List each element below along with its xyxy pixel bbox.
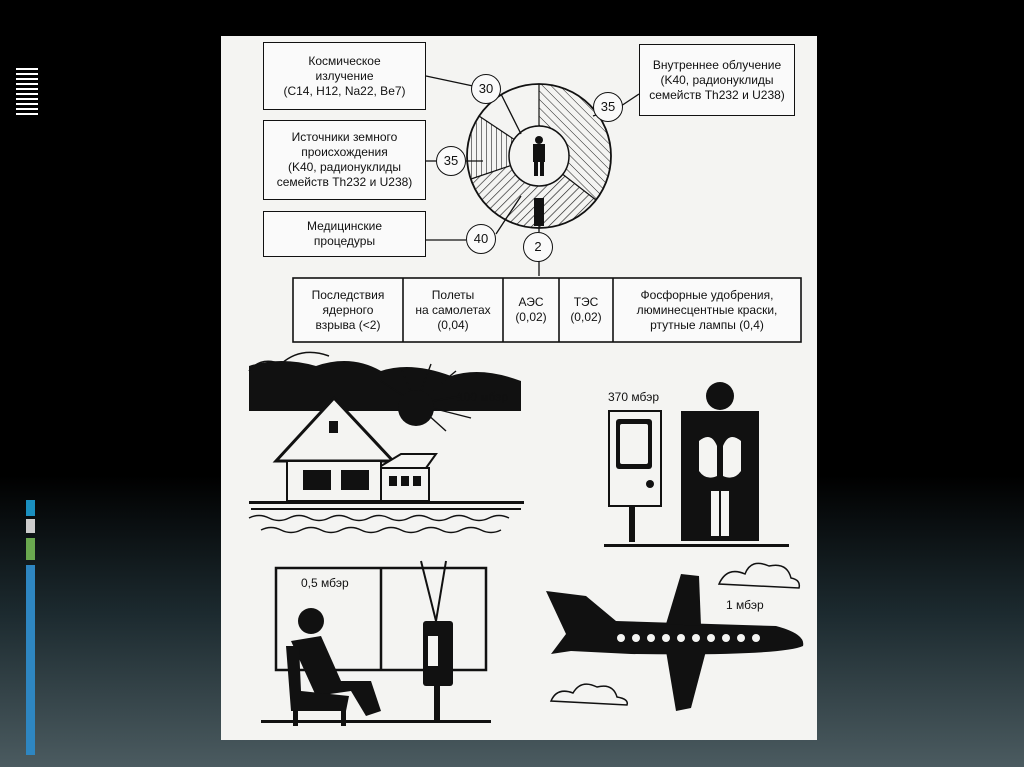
dose-ring-chart — [467, 84, 611, 228]
box-internal-line3: семейств Th232 и U238) — [649, 87, 785, 102]
box-medical-line1: Медицинские — [306, 219, 383, 233]
stripe-decoration — [16, 68, 38, 116]
cell-text: ТЭС — [573, 295, 599, 309]
box-medical-line2: процедуры — [313, 234, 376, 248]
box-cosmic-line3: (C14, H12, Na22, Be7) — [283, 83, 406, 98]
table-cell-nuclear-explosion — [293, 278, 403, 342]
house-scene-illustration — [249, 352, 524, 532]
value-circle-other: 2 — [523, 232, 553, 262]
table-cell-npp — [503, 278, 559, 342]
value-circle-terrestrial: 35 — [436, 146, 466, 176]
box-terrestrial-line4: семейств Th232 и U238) — [276, 175, 413, 189]
accent-block-blue — [26, 500, 35, 516]
box-cosmic-line1: Космическое — [308, 53, 381, 68]
box-medical-procedures — [263, 211, 426, 257]
table-cell-flights — [403, 278, 503, 342]
table-cell-tpp — [559, 278, 613, 342]
tv-scene-illustration — [261, 561, 491, 726]
cell-text: на самолетах — [415, 302, 491, 317]
accent-bar-blue — [26, 565, 35, 755]
table-cell-fertilizers — [613, 278, 801, 342]
cell-text: люминесцентные краски, — [636, 302, 778, 317]
cell-text: Полеты — [431, 287, 475, 302]
cell-text: (0,04) — [437, 317, 469, 332]
cell-text: АЭС — [518, 295, 544, 309]
cell-text: (0,02) — [570, 310, 602, 324]
accent-block-gray — [26, 519, 35, 533]
cell-text: Последствия — [311, 287, 385, 302]
box-terrestrial-line2: происхождения — [301, 145, 388, 159]
house-dose-label: 100 мбэр — [457, 390, 509, 404]
value-circle-internal: 35 — [593, 92, 623, 122]
accent-block-green — [26, 538, 35, 560]
slide-figure — [221, 36, 817, 740]
airplane-scene-illustration — [546, 563, 803, 711]
slide-left-border — [0, 0, 40, 767]
box-internal-line2: (K40, радионуклиды — [660, 72, 774, 87]
xray-scene-illustration — [604, 382, 789, 547]
cell-text: ртутные лампы (0,4) — [650, 317, 764, 332]
plane-dose-label: 1 мбэр — [726, 598, 764, 612]
value-circle-medical: 40 — [466, 224, 496, 254]
value-circle-cosmic: 30 — [471, 74, 501, 104]
cell-text: ядерного — [322, 302, 374, 317]
box-internal-exposure — [639, 44, 795, 116]
tv-dose-label: 0,5 мбэр — [301, 576, 349, 590]
box-internal-line1: Внутреннее облучение — [652, 57, 782, 72]
box-cosmic-line2: излучение — [315, 68, 374, 83]
box-terrestrial-line1: Источники земного — [291, 130, 398, 144]
cell-text: взрыва (<2) — [315, 317, 381, 332]
cell-text: (0,02) — [515, 310, 547, 324]
xray-dose-label: 370 мбэр — [608, 390, 660, 404]
cell-text: Фосфорные удобрения, — [640, 287, 774, 302]
box-terrestrial-sources — [263, 120, 426, 200]
box-cosmic-radiation — [263, 42, 426, 110]
box-terrestrial-line3: (K40, радионуклиды — [287, 160, 402, 174]
